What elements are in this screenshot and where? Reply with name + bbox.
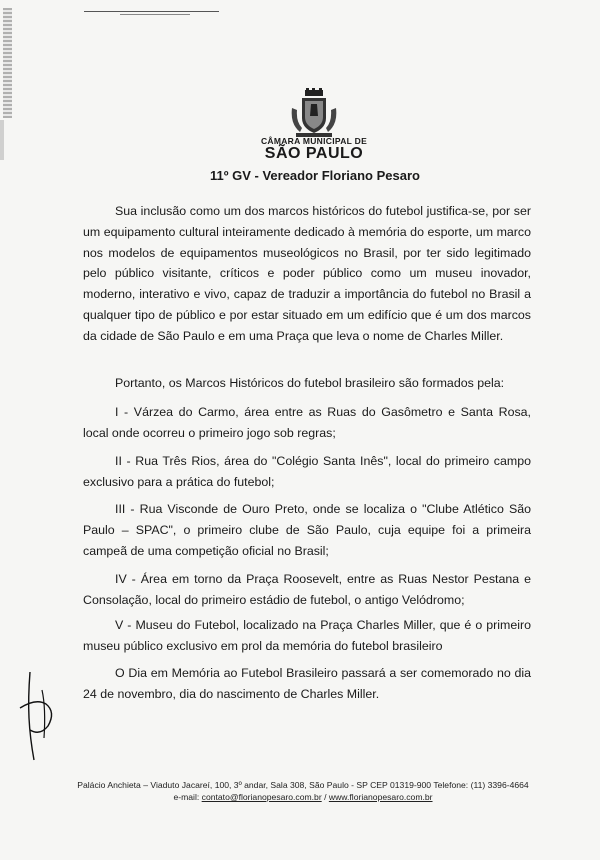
- city-name: SÃO PAULO: [264, 145, 364, 162]
- chamber-name: CÂMARA MUNICIPAL DE: [260, 136, 368, 146]
- email-label: e-mail:: [173, 792, 200, 802]
- office-title: 11º GV - Vereador Floriano Pesaro: [210, 168, 420, 183]
- coat-of-arms-icon: [288, 88, 340, 138]
- paragraph: Sua inclusão como um dos marcos históricos do futebol justifica-se, por ser um equipamento cultural inteiramente dedicado à memória do esporte, um marco nos modelos de equipamentos museológicos no Brasil, por ter sido legitimado pelo público visitante, críticos e poder público como um museu inovador, moderno, interativo e vivo, capaz de traduzir a importância do futebol no Brasil a qualquer tipo de público e por estar situado em um edifício que é um dos marcos da cidade de São Paulo e em uma Praça que leva o nome de Charles Miller.: [83, 204, 531, 343]
- footer-contact: [60, 791, 546, 803]
- scan-edge-mark: [0, 120, 4, 160]
- scan-edge-mark: [3, 8, 12, 118]
- list-item: I - Várzea do Carmo, área entre as Ruas do Gasômetro e Santa Rosa, local onde ocorreu o primeiro jogo sob regras;: [83, 405, 531, 440]
- list-item: V - Museu do Futebol, localizado na Praça Charles Miller, que é o primeiro museu público exclusivo em prol da memória do futebol brasileiro: [83, 618, 531, 653]
- list-item: III - Rua Visconde de Ouro Preto, onde se localiza o "Clube Atlético São Paulo – SPAC", o primeiro clube de São Paulo, cuja equipe foi a primeira campeã de uma competição oficial no Brasil;: [83, 502, 531, 558]
- handwritten-initial: [16, 668, 61, 763]
- scan-mark: [120, 14, 190, 15]
- list-item: II - Rua Três Rios, área do "Colégio Santa Inês", local do primeiro campo exclusivo para a prática do futebol;: [83, 454, 531, 489]
- paragraph: O Dia em Memória ao Futebol Brasileiro passará a ser comemorado no dia 24 de novembro, dia do nascimento de Charles Miller.: [83, 666, 531, 701]
- scan-mark: [84, 11, 219, 12]
- paragraph: Portanto, os Marcos Históricos do futebol brasileiro são formados pela:: [115, 376, 505, 390]
- list-item: IV - Área em torno da Praça Roosevelt, entre as Ruas Nestor Pestana e Consolação, local do primeiro estádio de futebol, o antigo Velódromo;: [83, 572, 531, 607]
- separator: /: [324, 792, 327, 802]
- website-link[interactable]: www.florianopesaro.com.br: [328, 792, 433, 802]
- email-link[interactable]: contato@florianopesaro.com.br: [201, 792, 322, 802]
- footer: [60, 779, 546, 803]
- footer-address: Palácio Anchieta – Viaduto Jacareí, 100, 3º andar, Sala 308, São Paulo - SP CEP 01319-900 Telefone: (11) 3396-4664: [77, 780, 529, 790]
